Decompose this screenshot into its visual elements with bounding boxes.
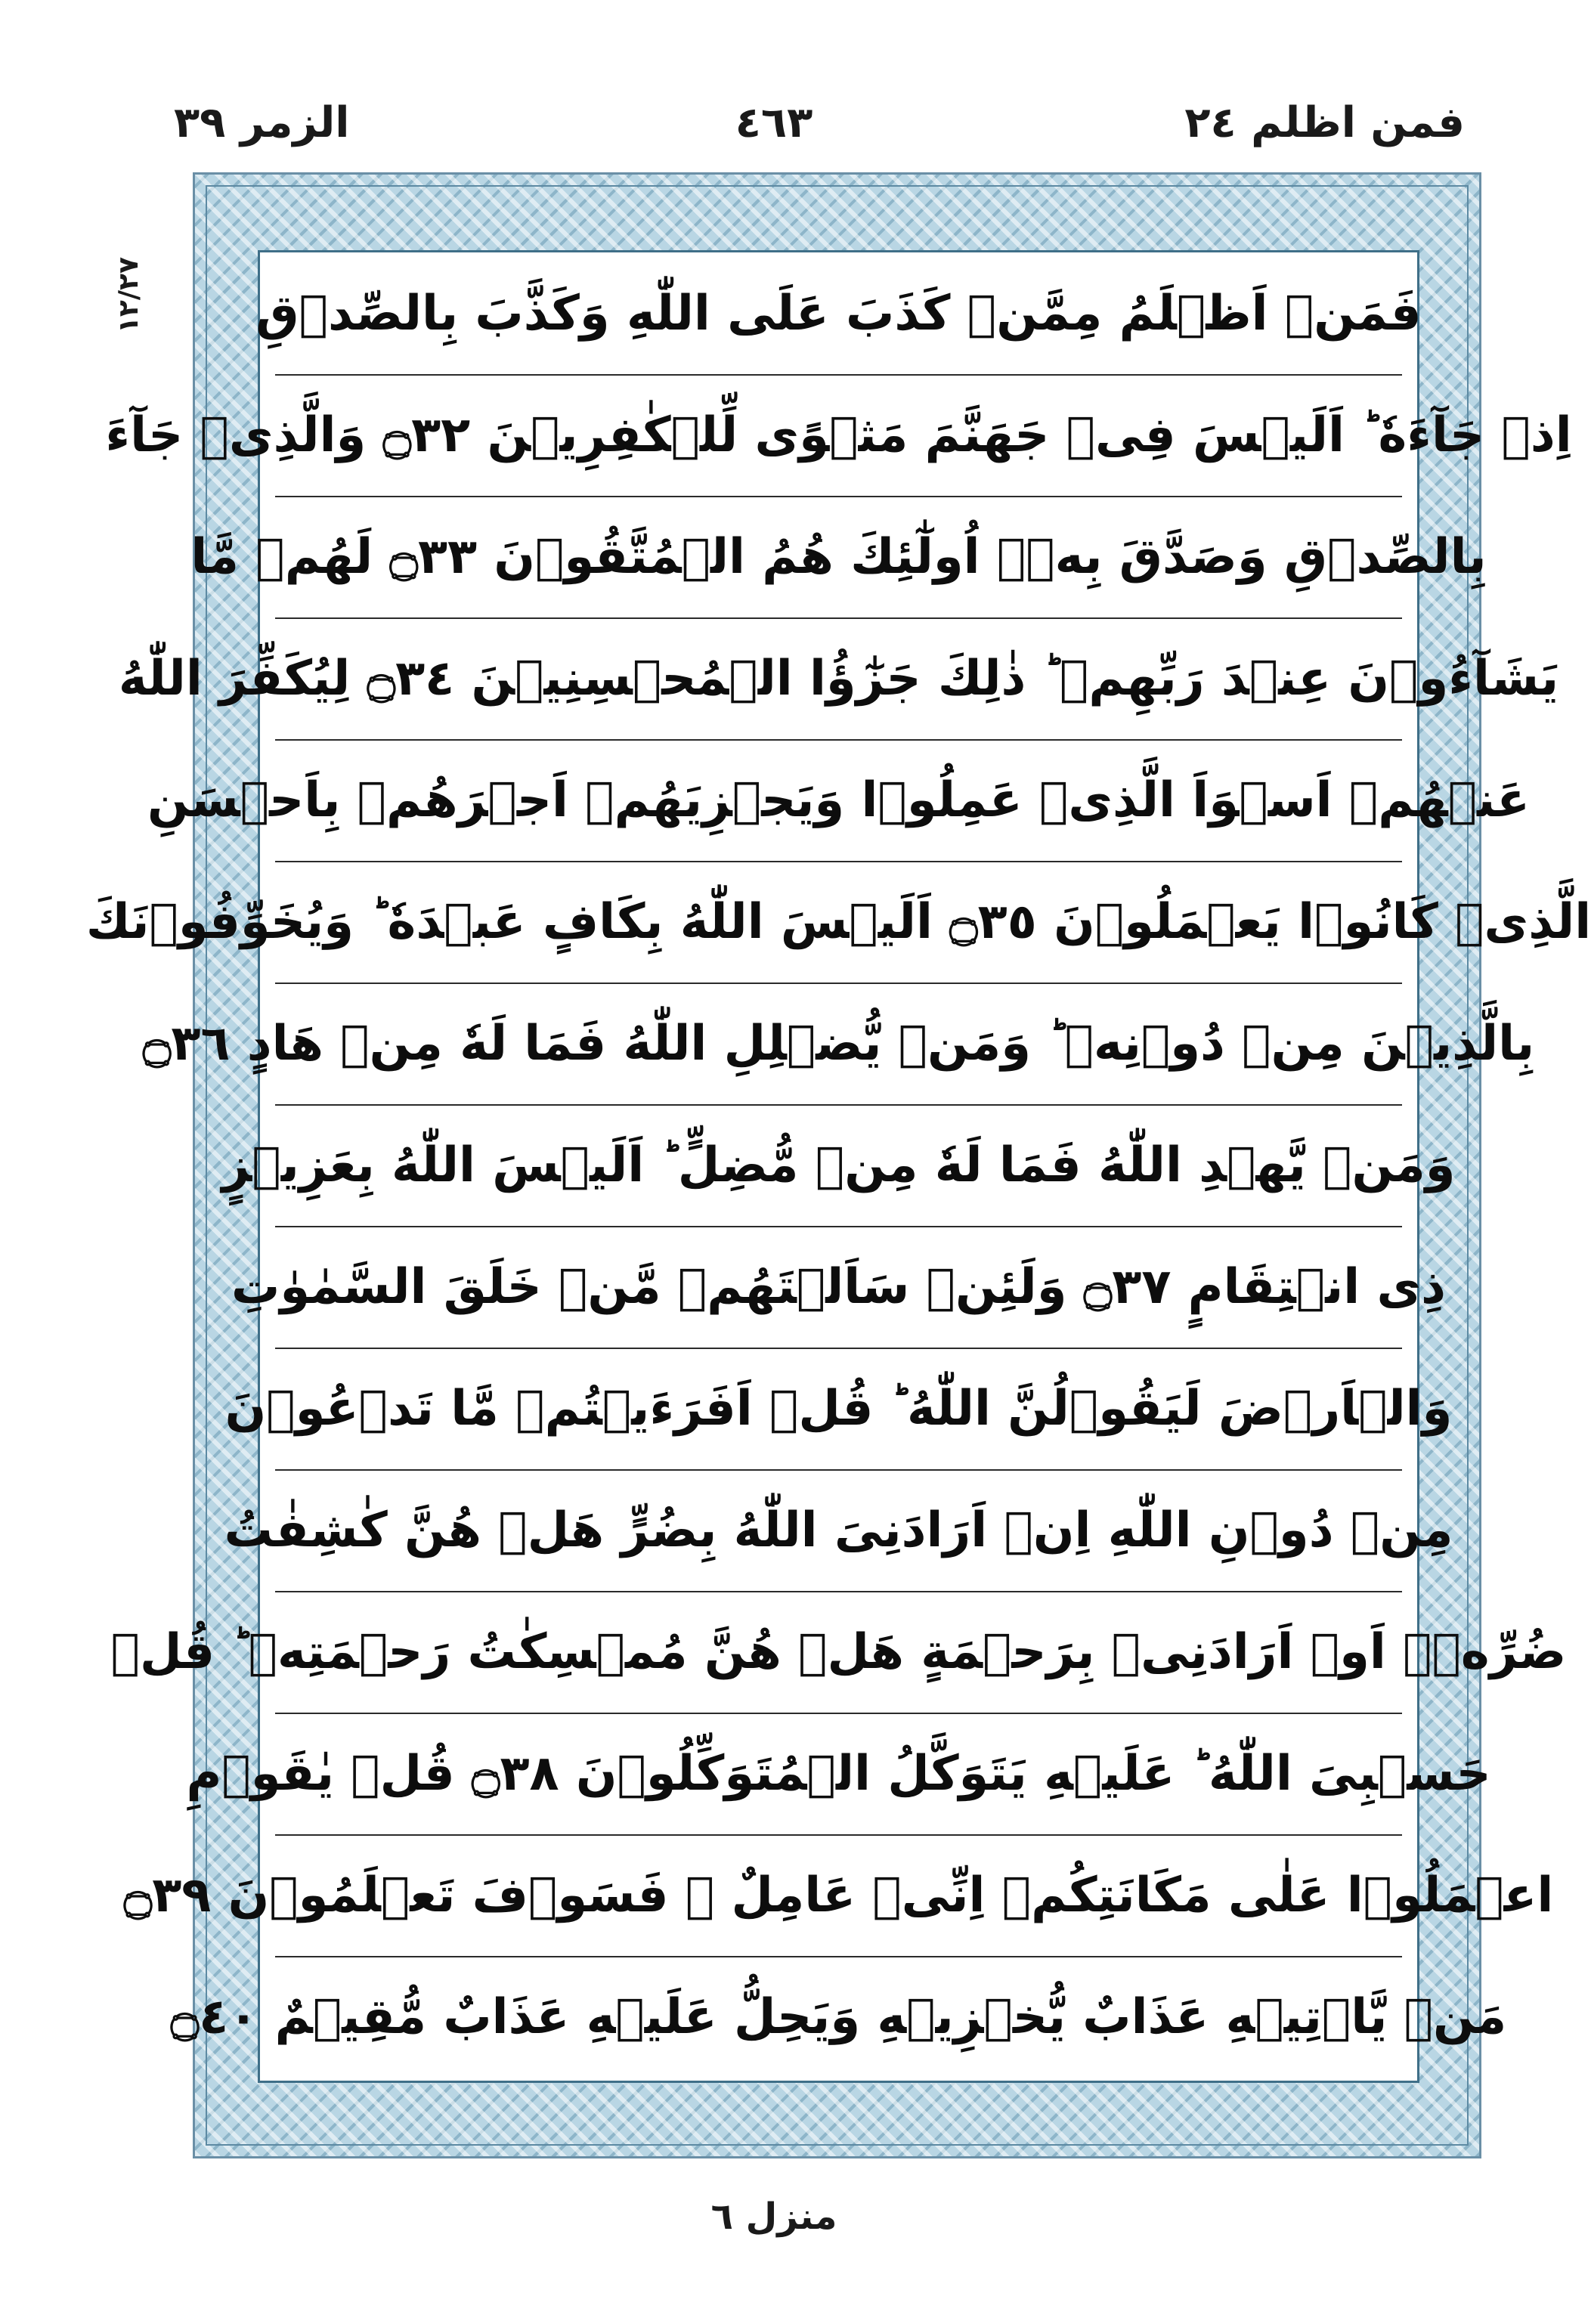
margin-ruku-marker: ۱۲/۲۷ — [113, 257, 144, 334]
verse-line: يَشَآءُوۡنَ عِنۡدَ رَبِّهِمۡ ؕ ذٰلِكَ جَزٰٓؤُا الۡمُحۡسِنِيۡنَ ۝٣٤ لِيُكَفِّرَ اللّٰهُ — [118, 651, 1559, 707]
verse-line: ضُرِّهٖۤ اَوۡ اَرَادَنِىۡ بِرَحۡمَةٍ هَلۡ هُنَّ مُمۡسِكٰتُ رَحۡمَتِهٖ ؕ قُلۡ — [110, 1623, 1567, 1680]
verse-line: وَمَنۡ يَّهۡدِ اللّٰهُ فَمَا لَهٗ مِنۡ مُّضِلٍّ ؕ اَلَيۡسَ اللّٰهُ بِعَزِيۡزٍ — [221, 1137, 1456, 1193]
manzil-label: منزل ٦ — [710, 2196, 837, 2238]
verse-line: حَسۡبِىَ اللّٰهُ ؕ عَلَيۡهِ يَتَوَكَّلُ الۡمُتَوَكِّلُوۡنَ ۝٣٨ قُلۡ يٰقَوۡمِ — [186, 1746, 1491, 1802]
verse-line: اِذۡ جَآءَهٗ ؕ اَلَيۡسَ فِىۡ جَهَنَّمَ مَثۡوًى لِّلۡكٰفِرِيۡنَ ۝٣٢ وَالَّذِىۡ جَآءَ — [105, 407, 1572, 463]
verse-line: فَمَنۡ اَظۡلَمُ مِمَّنۡ كَذَبَ عَلَى اللّٰهِ وَكَذَّبَ بِالصِّدۡقِ — [255, 285, 1422, 342]
verse-line: ذِى انۡتِقَامٍ ۝٣٧ وَلَئِنۡ سَاَلۡتَهُمۡ مَّنۡ خَلَقَ السَّمٰوٰتِ — [231, 1259, 1446, 1315]
verse-line: اعۡمَلُوۡا عَلٰى مَكَانَتِكُمۡ اِنِّىۡ عَامِلٌ ۚ فَسَوۡفَ تَعۡلَمُوۡنَ ۝٣٩ — [123, 1868, 1554, 1923]
verse-line: بِالَّذِيۡنَ مِنۡ دُوۡنِهٖ ؕ وَمَنۡ يُّضۡلِلِ اللّٰهُ فَمَا لَهٗ مِنۡ هَادٍ ۝٣٦ — [142, 1016, 1535, 1072]
para-name: فمن اظلم ٢٤ — [1184, 98, 1465, 147]
verse-line: عَنۡهُمۡ اَسۡوَاَ الَّذِىۡ عَمِلُوۡا وَيَجۡزِيَهُمۡ اَجۡرَهُمۡ بِاَحۡسَنِ — [147, 772, 1530, 828]
verse-line: مِنۡ دُوۡنِ اللّٰهِ اِنۡ اَرَادَنِىَ اللّٰهُ بِضُرٍّ هَلۡ هُنَّ كٰشِفٰتُ — [224, 1502, 1453, 1558]
verse-line: الَّذِىۡ كَانُوۡا يَعۡمَلُوۡنَ ۝٣٥ اَلَيۡسَ اللّٰهُ بِكَافٍ عَبۡدَهٗ ؕ وَيُخَوِّفُوۡنَكَ — [85, 894, 1591, 950]
page-header — [0, 0, 1548, 174]
verse-line: وَالۡاَرۡضَ لَيَقُوۡلُنَّ اللّٰهُ ؕ قُلۡ اَفَرَءَيۡتُمۡ مَّا تَدۡعُوۡنَ — [224, 1380, 1453, 1437]
surah-name: الزمر ٣٩ — [174, 98, 350, 147]
page-number: ٤٦٣ — [735, 98, 813, 147]
verse-line: مَنۡ يَّاۡتِيۡهِ عَذَابٌ يُّخۡزِيۡهِ وَيَحِلُّ عَلَيۡهِ عَذَابٌ مُّقِيۡمٌ ۝٤٠ — [170, 1989, 1507, 2045]
verse-line: بِالصِّدۡقِ وَصَدَّقَ بِهٖۤ اُولٰٓئِكَ هُمُ الۡمُتَّقُوۡنَ ۝٣٣ لَهُمۡ مَّا — [190, 529, 1487, 585]
